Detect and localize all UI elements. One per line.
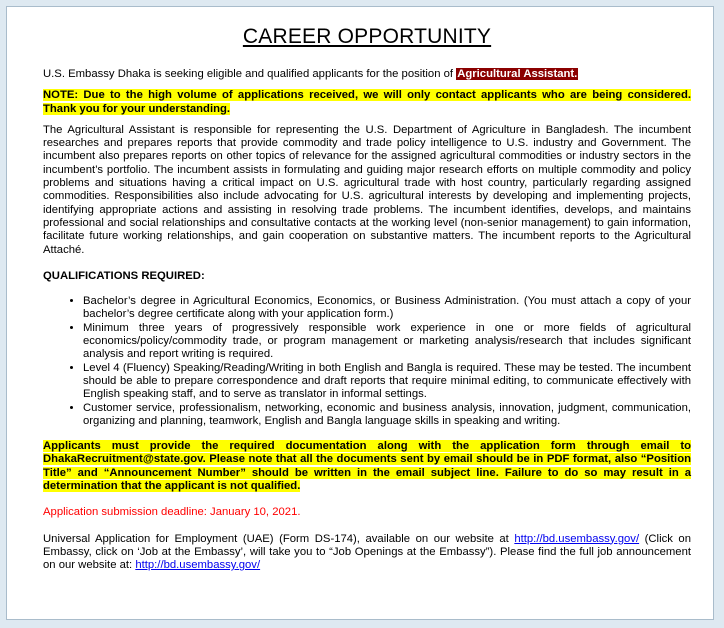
qualification-item: • Bachelor’s degree in Agricultural Economics, Economics, or Business Administration. (You must attach a copy of your bachelor’s degree certificate along with your application form.) <box>83 295 691 322</box>
intro-text: U.S. Embassy Dhaka is seeking eligible and qualified applicants for the position of <box>43 68 454 80</box>
uae-paragraph <box>43 533 691 573</box>
document-content <box>43 7 691 573</box>
note-text: NOTE: Due to the high volume of applications received, we will only contact applicants who are being considered. Thank you for your understanding. <box>43 89 691 115</box>
note-paragraph <box>43 89 691 116</box>
job-announcement-link[interactable]: http://bd.usembassy.gov/ <box>135 559 261 572</box>
website-link[interactable]: http://bd.usembassy.gov/ <box>514 532 640 545</box>
qualification-item: • Customer service, professionalism, networking, economic and business analysis, innovation, judgment, communication, organizing and planning, teamwork, English and Bangla language skills in speaking and writing. <box>83 402 691 429</box>
qualifications-heading: QUALIFICATIONS REQUIRED: <box>43 269 205 282</box>
position-title: Agricultural Assistant. <box>457 68 578 80</box>
page-title: CAREER OPPORTUNITY <box>242 25 492 48</box>
qualifications-list <box>43 295 691 428</box>
document-frame <box>6 6 714 620</box>
intro-paragraph <box>43 68 691 81</box>
description-paragraph: The Agricultural Assistant is responsible for representing the U.S. Department of Agriculture in Bangladesh. The incumbent researches and prepares reports that provide commodity and trade policy intelligence to U.S. industry and Government. The incumbent also prepares reports on other topics of relevance for the assigned agricultural commodities or industry sectors in the incumbent’s portfolio. The incumbent assists in formulating and guiding major research efforts on multiple commodity and policy problems and situations having a critical impact on U.S. agricultural trade with host country, particularly regarding assigned commodities. Responsibilities also include advocating for U.S. agricultural interests by developing and implementing projects, identifying appropriate actions and assisting in resolving trade problems. The incumbent identifies, develops, and maintains professional and social relationships and consultative contacts at the working level (non-senior management) to gain information, facilitate future working relationships, and gain cooperation on substantive matters. The incumbent reports to the Agricultural Attaché. <box>43 123 691 256</box>
application-note-paragraph <box>43 440 691 493</box>
uae-text-2: (Click on Embassy, click on ‘Job at the Embassy’, will take you to “Job Openings at the Embassy”). Please find the full job announcement on our website at: <box>43 532 691 572</box>
qualification-item: • Minimum three years of progressively responsible work experience in one or more fields of agricultural economics/policy/commodity trade, or program management or marketing analysis/research that includes significant analysis and report writing is required. <box>83 322 691 362</box>
application-note-text: Applicants must provide the required documentation along with the application form through email to DhakaRecruitment@state.gov. Please note that all the documents sent by email should be in PDF format, also “Position Title” and “Announcement Number” should be written in the email subject line. Failure to do so may result in a determination that the applicant is not qualified. <box>43 440 691 493</box>
deadline-text: Application submission deadline: January 10, 2021. <box>43 506 301 519</box>
qualification-item: • Level 4 (Fluency) Speaking/Reading/Writing in both English and Bangla is required. These may be tested. The incumbent should be able to prepare correspondence and draft reports that require minimal editing, to communicate effectively with English speaking staff, and to serve as translator in informal settings. <box>83 362 691 402</box>
uae-text-1: Universal Application for Employment (UAE) (Form DS-174), available on our website at <box>43 532 509 545</box>
